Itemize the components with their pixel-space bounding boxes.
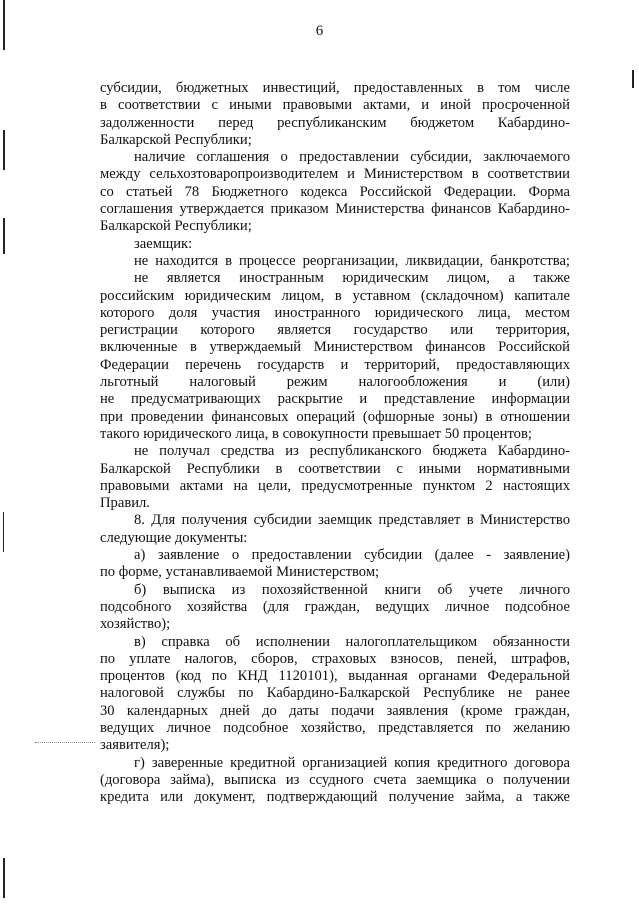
text-line: соглашения утверждается приказом Министерства финансов Кабардино- <box>100 201 570 218</box>
text-line: со статьей 78 Бюджетного кодекса Российской Федерации. Форма <box>100 183 570 200</box>
text-line: в соответствии с иными правовыми актами, и иной просроченной <box>100 97 570 114</box>
text-line: которого доля участия иностранного юридического лица, местом <box>100 304 570 321</box>
scan-edge-mark <box>3 512 4 552</box>
text-line: между сельхозтоваропроизводителем и Министерством в соответствии <box>100 166 570 183</box>
text-line: включенные в утверждаемый Министерством финансов Российской <box>100 339 570 356</box>
scan-edge-mark <box>3 0 5 50</box>
text-line: Балкарской Республики; <box>100 131 252 148</box>
text-line: кредита или документ, подтверждающий получение займа, а также <box>100 789 570 806</box>
text-line: подсобного хозяйства (для граждан, ведущих личное подсобное <box>100 598 570 615</box>
text-line: налоговой службы по Кабардино-Балкарской Республике не ранее <box>100 685 570 702</box>
scan-edge-mark <box>3 130 5 170</box>
text-line: регистрации которого является государство или территория, <box>100 322 570 339</box>
text-line: в) справка об исполнении налогоплательщиком обязанности <box>134 633 570 650</box>
text-line: б) выписка из похозяйственной книги об учете личного <box>134 581 570 598</box>
page-number: 6 <box>315 23 324 39</box>
text-line: не предусматривающих раскрытие и представление информации <box>100 391 570 408</box>
text-line: следующие документы: <box>100 529 248 546</box>
scan-edge-mark <box>632 70 634 88</box>
text-line: 30 календарных дней до даты подачи заявления (кроме граждан, <box>100 702 570 719</box>
scan-dotted-mark <box>35 742 95 743</box>
text-line: по уплате налогов, сборов, страховых взносов, пеней, штрафов, <box>100 650 570 667</box>
text-line: не находится в процессе реорганизации, ликвидации, банкротства; <box>134 252 570 269</box>
text-line: 8. Для получения субсидии заемщик представляет в Министерство <box>134 512 570 529</box>
text-line: не получал средства из республиканского бюджета Кабардино- <box>134 443 570 460</box>
text-line: г) заверенные кредитной организацией копия кредитного договора <box>134 754 570 771</box>
scan-edge-mark <box>3 218 5 254</box>
scan-edge-mark <box>3 858 5 898</box>
text-line: хозяйство); <box>100 616 171 633</box>
text-line: Балкарской Республики; <box>100 218 252 235</box>
text-line: российским юридическим лицом, в уставном (складочном) капитале <box>100 287 570 304</box>
text-line: задолженности перед республиканским бюджетом Кабардино- <box>100 114 570 131</box>
text-line: правовыми актами на цели, предусмотренные пунктом 2 настоящих <box>100 477 570 494</box>
text-line: по форме, устанавливаемой Министерством; <box>100 564 380 581</box>
text-line: льготный налоговый режим налогообложения и (или) <box>100 374 570 391</box>
text-line: Правил. <box>100 495 150 512</box>
text-line: Балкарской Республики в соответствии с иными нормативными <box>100 460 570 477</box>
text-line: при проведении финансовых операций (офшорные зоны) в отношении <box>100 408 570 425</box>
text-line: не является иностранным юридическим лицом, а также <box>134 270 570 287</box>
text-line: процентов (код по КНД 1120101), выданная органами Федеральной <box>100 668 570 685</box>
text-line: (договора займа), выписка из ссудного счета заемщика о получении <box>100 771 570 788</box>
text-line: Федерации перечень государств и территорий, предоставляющих <box>100 356 570 373</box>
text-line: ведущих личное подсобное хозяйство, представляется по желанию <box>100 719 570 736</box>
text-line: такого юридического лица, в совокупности превышает 50 процентов; <box>100 425 532 442</box>
text-line: заемщик: <box>134 235 193 252</box>
text-line: субсидии, бюджетных инвестиций, предоставленных в том числе <box>100 80 570 96</box>
text-line: наличие соглашения о предоставлении субсидии, заключаемого <box>134 149 570 166</box>
text-line: а) заявление о предоставлении субсидии (далее - заявление) <box>134 547 570 564</box>
text-line: заявителя); <box>100 737 170 754</box>
body-text <box>100 80 570 806</box>
